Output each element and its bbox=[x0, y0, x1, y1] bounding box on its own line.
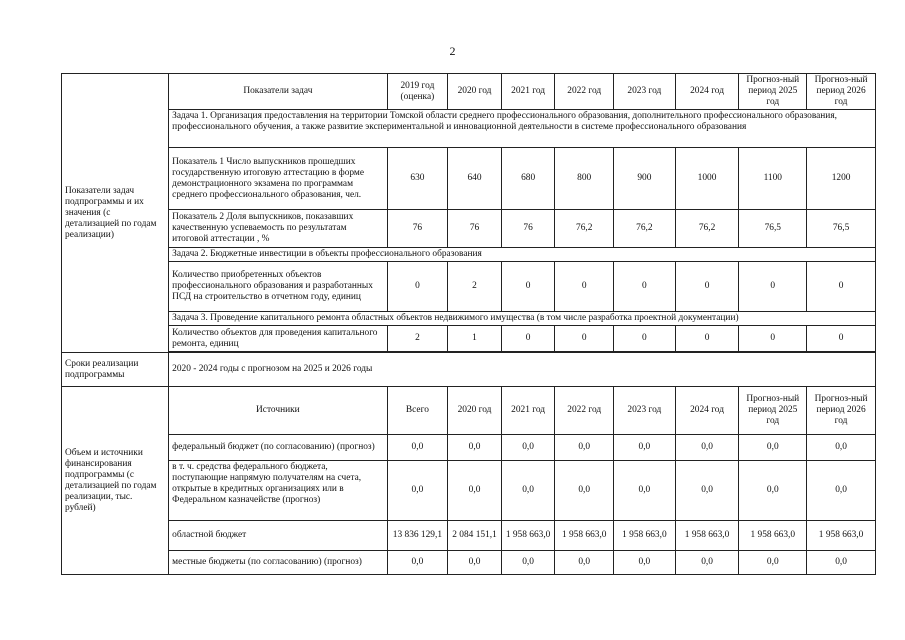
finance-value: 0,0 bbox=[739, 435, 807, 461]
finance-value: 0,0 bbox=[501, 461, 555, 521]
tasks-header-cell: Прогноз-ный период 2026 год bbox=[807, 74, 876, 110]
indicator-value: 0 bbox=[739, 262, 807, 312]
indicator-value: 640 bbox=[448, 148, 502, 210]
finance-left-label: Объем и источники финансирования подпрограммы (с детализацией по годам реализации, тыс. рублей) bbox=[62, 387, 169, 575]
terms-value: 2020 - 2024 годы с прогнозом на 2025 и 2026 годы bbox=[169, 353, 876, 387]
table-row bbox=[62, 262, 876, 312]
source-label: федеральный бюджет (по согласованию) (прогноз) bbox=[169, 435, 387, 461]
finance-value: 0,0 bbox=[387, 551, 448, 575]
indicator-value: 2 bbox=[387, 326, 448, 352]
finance-value: 0,0 bbox=[614, 551, 676, 575]
indicator-value: 900 bbox=[614, 148, 676, 210]
table-row bbox=[62, 210, 876, 248]
finance-header-cell: 2020 год bbox=[448, 387, 502, 435]
finance-value: 0,0 bbox=[448, 551, 502, 575]
indicator-label: Количество объектов для проведения капитального ремонта, единиц bbox=[169, 326, 387, 352]
tasks-header-cell: 2019 год (оценка) bbox=[387, 74, 448, 110]
finance-header-cell: 2022 год bbox=[555, 387, 614, 435]
indicator-value: 76,2 bbox=[614, 210, 676, 248]
finance-value: 0,0 bbox=[555, 551, 614, 575]
finance-value: 0,0 bbox=[555, 435, 614, 461]
table-row bbox=[62, 148, 876, 210]
finance-value: 0,0 bbox=[501, 435, 555, 461]
source-label: в т. ч. средства федерального бюджета, поступающие напрямую получателям на счета, открытые в кредитных организациях или в Федеральном казначействе (прогноз) bbox=[169, 461, 387, 521]
finance-value: 0,0 bbox=[387, 435, 448, 461]
finance-value: 0,0 bbox=[448, 461, 502, 521]
finance-value: 0,0 bbox=[448, 435, 502, 461]
indicator-label: Показатель 2 Доля выпускников, показавших качественную успеваемость по результатам итоговой аттестации , % bbox=[169, 210, 387, 248]
indicator-value: 0 bbox=[387, 262, 448, 312]
terms-row bbox=[62, 353, 876, 387]
indicator-value: 1200 bbox=[807, 148, 876, 210]
indicator-value: 1100 bbox=[739, 148, 807, 210]
finance-header-cell: 2021 год bbox=[501, 387, 555, 435]
finance-value: 1 958 663,0 bbox=[739, 521, 807, 551]
finance-value: 2 084 151,1 bbox=[448, 521, 502, 551]
table-row bbox=[62, 551, 876, 575]
indicator-value: 0 bbox=[501, 326, 555, 352]
indicator-value: 76 bbox=[501, 210, 555, 248]
finance-value: 0,0 bbox=[501, 551, 555, 575]
finance-value: 0,0 bbox=[614, 461, 676, 521]
page-number: 2 bbox=[449, 44, 456, 58]
indicator-value: 0 bbox=[807, 262, 876, 312]
tasks-header-cell: Показатели задач bbox=[169, 74, 387, 110]
finance-value: 1 958 663,0 bbox=[614, 521, 676, 551]
task-2-title: Задача 2. Бюджетные инвестиции в объекты профессионального образования bbox=[169, 248, 876, 262]
table-row bbox=[62, 435, 876, 461]
finance-header-cell: Прогноз-ный период 2025 год bbox=[739, 387, 807, 435]
finance-value: 1 958 663,0 bbox=[501, 521, 555, 551]
indicator-value: 800 bbox=[555, 148, 614, 210]
indicator-value: 0 bbox=[614, 262, 676, 312]
finance-header-row bbox=[62, 387, 876, 435]
table-row bbox=[62, 326, 876, 352]
finance-header-cell: Источники bbox=[169, 387, 387, 435]
finance-header-cell: Прогноз-ный период 2026 год bbox=[807, 387, 876, 435]
indicator-value: 0 bbox=[501, 262, 555, 312]
indicator-value: 76,5 bbox=[807, 210, 876, 248]
indicator-value: 76 bbox=[448, 210, 502, 248]
indicator-value: 76,2 bbox=[555, 210, 614, 248]
passport-table bbox=[61, 73, 876, 575]
finance-value: 0,0 bbox=[675, 461, 739, 521]
indicator-value: 0 bbox=[614, 326, 676, 352]
task-1-title: Задача 1. Организация предоставления на территории Томской области среднего профессионального образования, дополнительного профессионального образования, профессионального обучения, а также развитие экспериментальной и инновационной деятельности в системе профессионального образования bbox=[169, 110, 876, 148]
finance-value: 13 836 129,1 bbox=[387, 521, 448, 551]
source-label: областной бюджет bbox=[169, 521, 387, 551]
tasks-header-cell: 2022 год bbox=[555, 74, 614, 110]
task-3-title: Задача 3. Проведение капитального ремонта областных объектов недвижимого имущества (в том числе разработка проектной документации) bbox=[169, 312, 876, 326]
finance-value: 0,0 bbox=[807, 435, 876, 461]
finance-value: 0,0 bbox=[675, 551, 739, 575]
finance-value: 0,0 bbox=[555, 461, 614, 521]
finance-value: 0,0 bbox=[739, 461, 807, 521]
tasks-header-cell: 2023 год bbox=[614, 74, 676, 110]
indicator-value: 0 bbox=[807, 326, 876, 352]
tasks-header-cell: Прогноз-ный период 2025 год bbox=[739, 74, 807, 110]
tasks-header-cell: 2024 год bbox=[675, 74, 739, 110]
finance-value: 0,0 bbox=[807, 551, 876, 575]
indicator-value: 76,2 bbox=[675, 210, 739, 248]
finance-header-cell: 2023 год bbox=[614, 387, 676, 435]
indicator-value: 0 bbox=[675, 326, 739, 352]
indicator-value: 0 bbox=[555, 326, 614, 352]
table-row bbox=[62, 521, 876, 551]
tasks-header-row bbox=[62, 74, 876, 110]
terms-label: Сроки реализации подпрограммы bbox=[62, 353, 169, 387]
source-label: местные бюджеты (по согласованию) (прогноз) bbox=[169, 551, 387, 575]
indicator-value: 0 bbox=[675, 262, 739, 312]
indicator-value: 1 bbox=[448, 326, 502, 352]
finance-value: 1 958 663,0 bbox=[807, 521, 876, 551]
finance-header-cell: Всего bbox=[387, 387, 448, 435]
indicator-value: 76,5 bbox=[739, 210, 807, 248]
tasks-left-label: Показатели задач подпрограммы и их значения (с детализацией по годам реализации) bbox=[62, 74, 169, 353]
indicator-value: 630 bbox=[387, 148, 448, 210]
indicator-label: Показатель 1 Число выпускников прошедших государственную итоговую аттестацию в форме демонстрационного экзамена по программам среднего профессионального образования, чел. bbox=[169, 148, 387, 210]
indicator-value: 680 bbox=[501, 148, 555, 210]
indicator-value: 2 bbox=[448, 262, 502, 312]
indicator-value: 1000 bbox=[675, 148, 739, 210]
indicator-value: 0 bbox=[555, 262, 614, 312]
table-row bbox=[62, 461, 876, 521]
finance-value: 0,0 bbox=[807, 461, 876, 521]
tasks-header-cell: 2021 год bbox=[501, 74, 555, 110]
indicator-value: 0 bbox=[739, 326, 807, 352]
finance-value: 0,0 bbox=[614, 435, 676, 461]
finance-header-cell: 2024 год bbox=[675, 387, 739, 435]
indicator-label: Количество приобретенных объектов профессионального образования и разработанных ПСД на строительство в отчетном году, единиц bbox=[169, 262, 387, 312]
tasks-header-cell: 2020 год bbox=[448, 74, 502, 110]
finance-value: 1 958 663,0 bbox=[555, 521, 614, 551]
finance-value: 0,0 bbox=[739, 551, 807, 575]
finance-value: 0,0 bbox=[387, 461, 448, 521]
indicator-value: 76 bbox=[387, 210, 448, 248]
finance-value: 1 958 663,0 bbox=[675, 521, 739, 551]
finance-value: 0,0 bbox=[675, 435, 739, 461]
